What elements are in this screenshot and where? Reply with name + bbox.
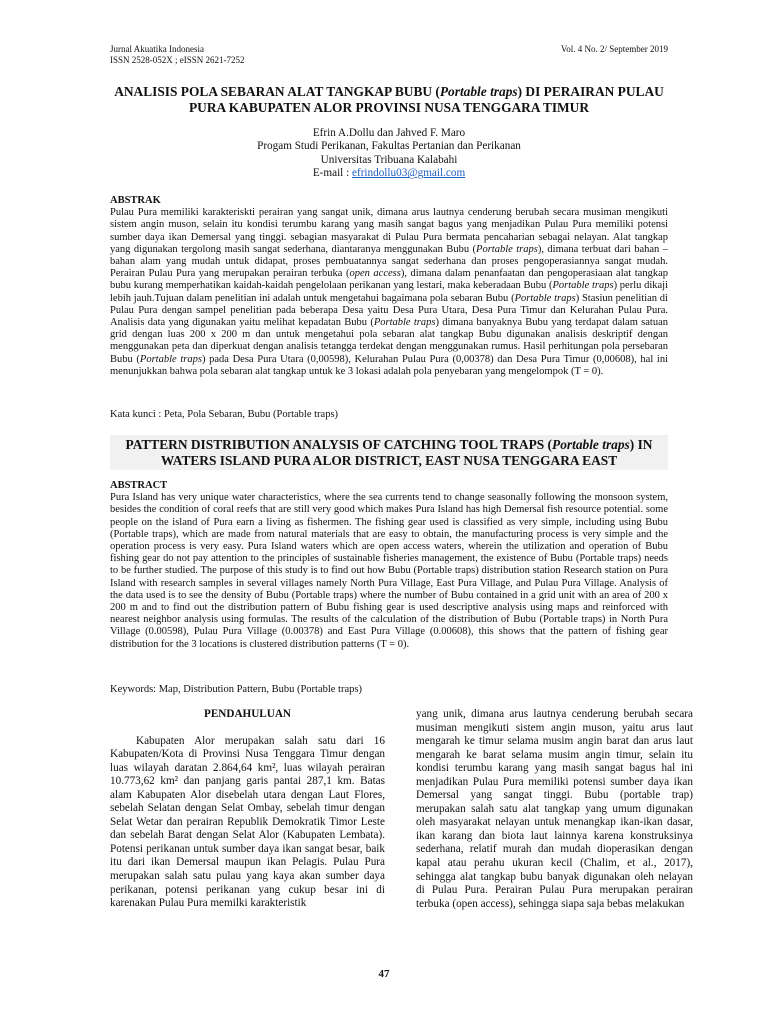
running-header-right	[561, 44, 668, 55]
abstrak-heading: ABSTRAK	[110, 195, 161, 206]
abstrak-section	[110, 195, 668, 378]
title-id-italic: Portable traps	[439, 84, 518, 99]
affiliation-program: Progam Studi Perikanan, Fakultas Pertanian dan Perikanan	[257, 140, 521, 153]
email-label: E-mail :	[312, 167, 352, 180]
author-block	[110, 127, 668, 181]
affiliation-university: Universitas Tribuana Kalabahi	[320, 153, 458, 166]
body-column-left	[110, 708, 385, 911]
running-header-left	[110, 44, 245, 66]
abstract-heading: ABSTRACT	[110, 480, 168, 491]
abstrak-text: Pulau Pura memiliki karakteriskti perairan yang sangat unik, dimana arus lautnya cenderung berubah secara musiman mengikuti sistem angin muson, selain itu kondisi terumbu karang yang masih sangat bagus yang menjadikan Pulau Pura memiliki potensi sumber daya ikan Demersal yang tinggi. sebagian masyarakat di Pulau Pura bermata pencaharian sebagai nelayan. Alat tangkap yang digunakan tergolong masih sangat sederhana, diantaranya menggunakan Bubu (Portable traps), dimana terbuat dari bahan – bahan alam yang mudah untuk didapat, proses pembuatannya sangat sederhana dan proses pengoperasiannya sangat mudah. Perairan Pulau Pura yang merupakan perairan terbuka (open access), dimana dalam penanfaatan dan pengoperasiaan alat tangkap bubu kurang memperhatikan kaidah-kaidah pengelolaan perikanan yang lestari, maka keberadaan Bubu (Portable traps) perlu dikaji lebih jauh.Tujuan dalam penelitian ini adalah untuk mengetahui bagaimana pola sebaran Bubu (Portable traps) Stasiun penelitian di Pulau Pura dengan sampel penelitian pada beberapa Desa yaitu Desa Pura Utara, Desa Pura Timur dan Kelurahan Pulau Pura. Analisis data yang digunakan yaitu melihat kepadatan Bubu (Portable traps) dimana banyaknya Bubu yang terdapat dalam satuan grid dengan luas 200 x 200 m dan untuk mengetahui pola sebaran alat tangkap Bubu digunakan analisis deskriptif dengan menggunakan peta dan diperkuat dengan analisis tetangga terdekat dengan menggunakan rumus. Hasil perhitungan pola persebaran Bubu (Portable traps) pada Desa Pura Utara (0,00598), Kelurahan Pulau Pura (0,00378) dan Desa Pura Timur (0,00608), hal ini menunjukkan bahwa pola sebaran alat tangkap untuk ke 3 lokasi adalah pola penyebaran yang mengelompok (T = 0).	[110, 207, 669, 377]
body-paragraph-right: yang unik, dimana arus lautnya cenderung berubah secara musiman mengikuti sistem angin muson, yaitu arus laut mengarah ke timur selama musim angin barat dan arus laut mengarah ke barat selama musim angin timur, selain itu kondisi terumbu karang yang masih sangat bagus hal ini menjadikan Pulau Pura memiliki potensi sumber daya ikan Demersal yang sangat tinggi. Bubu (portable trap) merupakan salah satu alat tangkap yang umum digunakan oleh masyarakat nelayan untuk menangkap ikan-ikan dasar, ikan karang dan biota laut lainnya karena konstruksinya sederhana, relatif murah dan mudah dioperasikan dengan kapal atau perahu ukuran kecil (Chalim, et al., 2017), sehingga alat tangkap bubu banyak digunakan oleh nelayan di Pulau Pura. Perairan Pulau Pura merupakan perairan terbuka (open access), sehingga siapa saja bebas melakukan	[416, 708, 693, 910]
title-english	[110, 435, 668, 470]
journal-issn: ISSN 2528-052X ; eISSN 2621-7252	[110, 55, 245, 65]
title-id-part1: ANALISIS POLA SEBARAN ALAT TANGKAP BUBU (	[114, 84, 440, 99]
title-en-italic: Portable traps	[552, 437, 630, 452]
title-id-part2: ) DI PERAIRAN PULAU PURA KABUPATEN ALOR PROVINSI NUSA TENGGARA TIMUR	[188, 84, 664, 115]
title-indonesian	[110, 84, 668, 115]
title-en-part2: ) IN WATERS ISLAND PURA ALOR DISTRICT, EAST NUSA TENGGARA EAST	[160, 437, 653, 468]
body-paragraph-left: Kabupaten Alor merupakan salah satu dari 16 Kabupaten/Kota di Provinsi Nusa Tenggara Timur dengan luas wilayah daratan 2.864,64 km², luas wilayah perairan 10.773,62 km² dan panjang garis pantai 287,1 km. Batas alam Kabupaten Alor disebelah utara dengan Laut Flores, sebelah Selatan dengan Selat Ombay, sebelah timur dengan Selat Wetar dan perairan Republik Demokratik Timor Leste dan sebelah Barat dengan Selat Alor (Kabupaten Lembata). Potensi perikanan untuk sumber daya ikan sangat besar, baik itu dari ikan Demersal maupun ikan Pelagis. Pulau Pura merupakan salah satu pulau yang kaya akan sumber daya perikanan, potensi perikanan yang cukup besar ini di karenakan Pulau Pura memilki karakteristik	[110, 734, 385, 910]
journal-volume: Vol. 4 No. 2/ September 2019	[560, 44, 668, 54]
title-en-part1: PATTERN DISTRIBUTION ANALYSIS OF CATCHING TOOL TRAPS (	[125, 437, 553, 452]
page-number: 47	[378, 968, 390, 980]
abstract-section	[110, 480, 668, 651]
body-column-right	[416, 708, 693, 911]
email-link[interactable]: efrindollu03@gmail.com	[352, 167, 466, 180]
author-names: Efrin A.Dollu dan Jahved F. Maro	[312, 127, 466, 139]
author-email-line	[110, 167, 668, 180]
abstract-text: Pura Island has very unique water characteristics, where the sea currents tend to change seasonally following the monsoon system, besides the condition of coral reefs that are still very good which makes Pura Island has high Demersal fish resource potential. some people on the island of Pura earn a living as fishermen. The fishing gear used is classified as very simple, including using Bubu (Portable traps), which are made from natural materials that are easy to obtain, the manufacturing process is very simple and the operation process is very easy. Pura Island waters which are open access waters, wherein the utilization and operation of Bubu fishing gear do not pay attention to the principles of sustainable fisheries management, the existence of Bubu (Portable traps) needs to be further studied. The purpose of this study is to find out how Bubu (Portable traps) distribution station Research station on Pura Island with research samples in several villages namely North Pura Village, East Pura Village, and Pulau Pura Village. Analysis of the data used is to see the density of Bubu (Portable traps) where the number of Bubu contained in a grid unit with an area of 200 x 200 m and to find out the distribution pattern of Bubu fishing gear is used descriptive analysis using maps and reinforced with nearest neighbor analysis using formulas. The results of the calculation of the distribution of Bubu (Portable traps) in North Pura Village (0.00598), Pulau Pura Village (0.00378) and East Pura Village (0.00608), this shows that the pattern of fishing gear distribution for the 3 locations is clustered distribution patterns (T = 0).	[110, 492, 668, 650]
kata-kunci: Kata kunci : Peta, Pola Sebaran, Bubu (Portable traps)	[110, 409, 339, 420]
keywords: Keywords: Map, Distribution Pattern, Bubu (Portable traps)	[110, 684, 362, 695]
journal-name: Jurnal Akuatika Indonesia	[110, 44, 204, 54]
section-heading-pendahuluan: PENDAHULUAN	[203, 708, 291, 720]
